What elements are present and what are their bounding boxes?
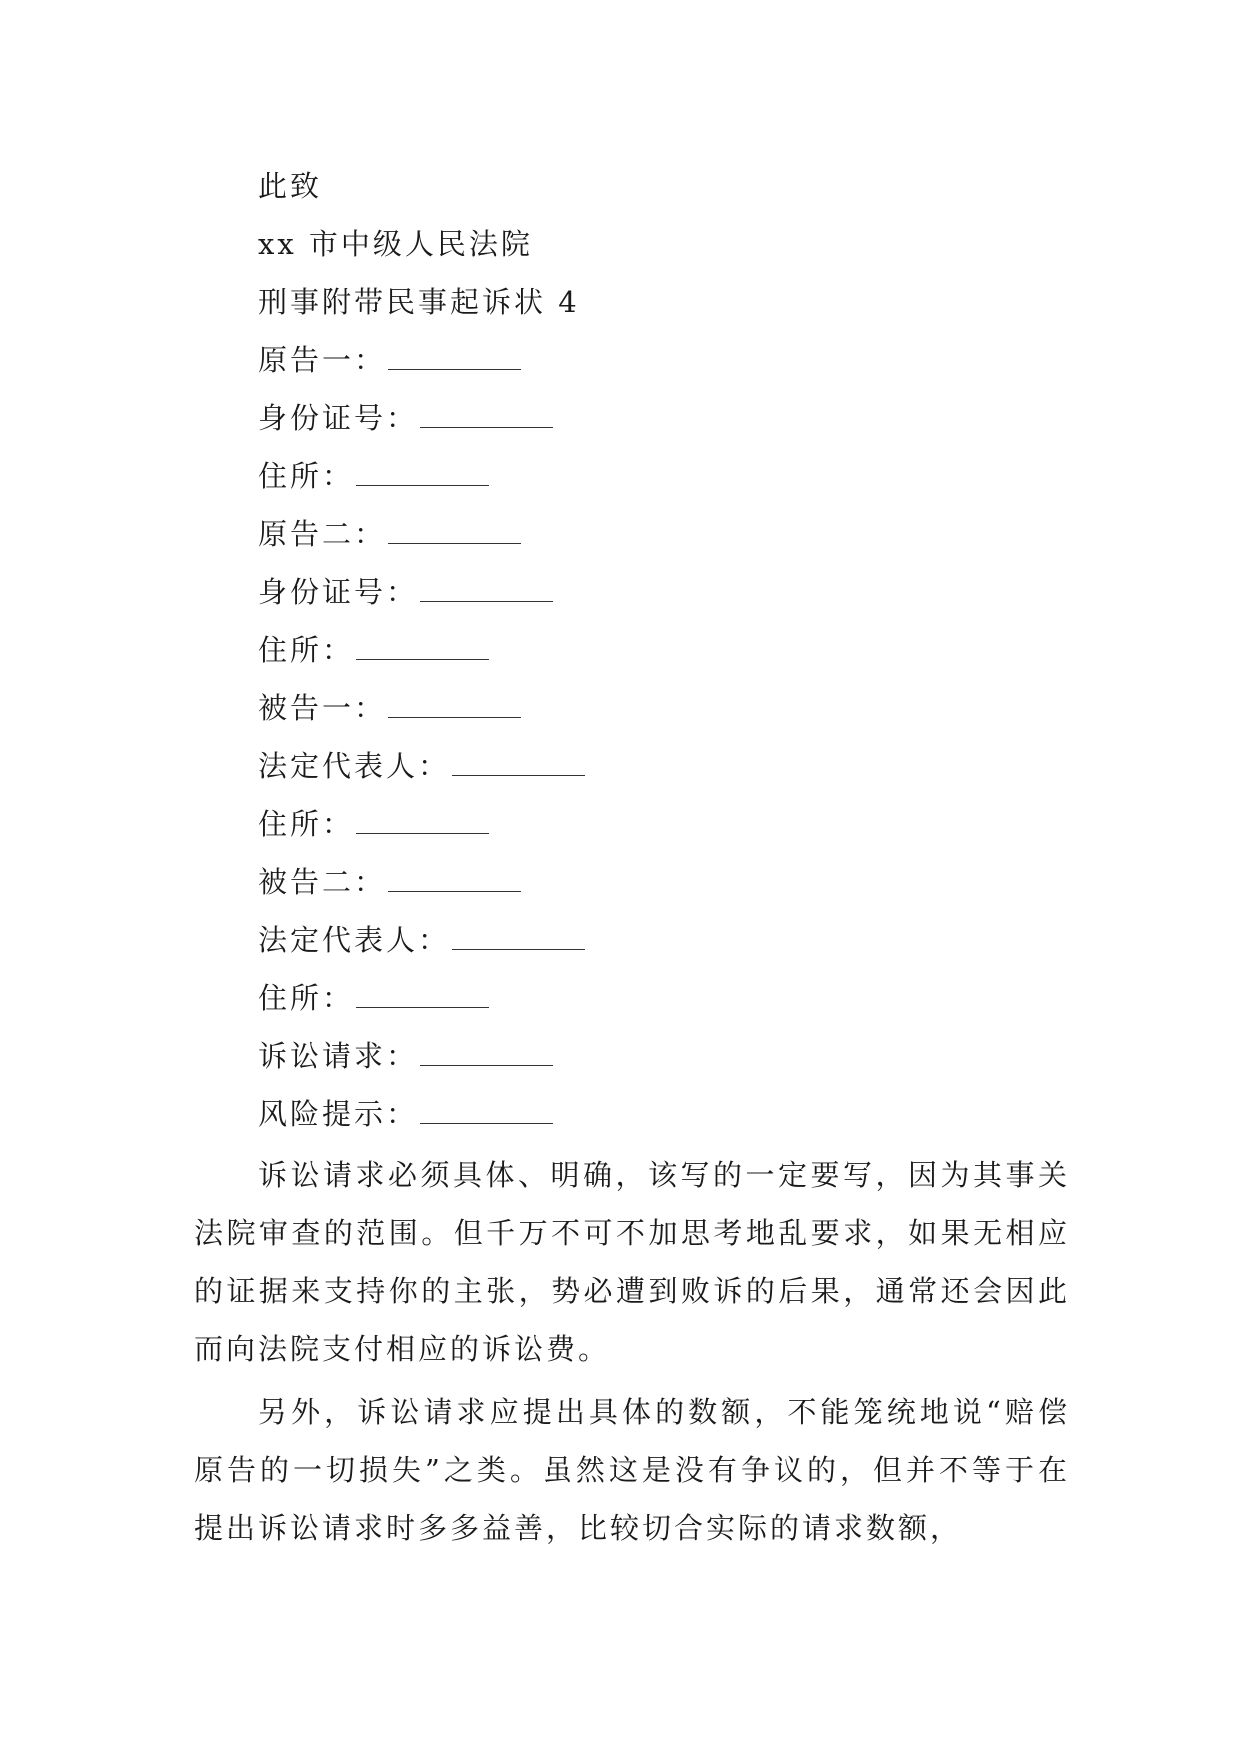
fill-blank bbox=[356, 639, 489, 660]
field-label: 法定代表人： bbox=[258, 749, 451, 783]
field-label: 原告二： bbox=[258, 517, 387, 551]
field-defendant-1 bbox=[258, 679, 1078, 737]
field-risk-notice bbox=[258, 1085, 1078, 1143]
fill-blank bbox=[420, 581, 553, 602]
field-label: 原告一： bbox=[258, 343, 387, 377]
field-label: 身份证号： bbox=[258, 401, 419, 435]
fill-blank bbox=[452, 929, 585, 950]
field-id-number-2 bbox=[258, 563, 1078, 621]
field-label: 被告一： bbox=[258, 691, 387, 725]
field-label: 风险提示： bbox=[258, 1097, 419, 1131]
salutation: 此致 bbox=[258, 169, 323, 203]
field-plaintiff-1 bbox=[258, 331, 1078, 389]
fill-blank bbox=[388, 523, 521, 544]
fill-blank bbox=[356, 813, 489, 834]
recipient-court: xx 市中级人民法院 bbox=[258, 227, 533, 261]
paragraph: 另外，诉讼请求应提出具体的数额，不能笼统地说“赔偿原告的一切损失”之类。虽然这是没有争议的，但并不等于在提出诉讼请求时多多益善，比较切合实际的请求数额， bbox=[194, 1395, 1070, 1545]
header-and-fields bbox=[258, 157, 1078, 1143]
field-address-4 bbox=[258, 969, 1078, 1027]
field-id-number-1 bbox=[258, 389, 1078, 447]
field-address-3 bbox=[258, 795, 1078, 853]
field-claims bbox=[258, 1027, 1078, 1085]
fill-blank bbox=[420, 1045, 553, 1066]
fill-blank bbox=[356, 465, 489, 486]
fill-blank bbox=[420, 407, 553, 428]
fill-blank bbox=[452, 755, 585, 776]
field-label: 住所： bbox=[258, 807, 355, 841]
fill-blank bbox=[388, 871, 521, 892]
field-defendant-2 bbox=[258, 853, 1078, 911]
body-text bbox=[194, 1146, 1070, 1562]
field-label: 身份证号： bbox=[258, 575, 419, 609]
field-legal-rep-2 bbox=[258, 911, 1078, 969]
field-label: 住所： bbox=[258, 633, 355, 667]
fill-blank bbox=[388, 697, 521, 718]
fill-blank bbox=[356, 987, 489, 1008]
field-label: 诉讼请求： bbox=[258, 1039, 419, 1073]
fill-blank bbox=[388, 349, 521, 370]
field-plaintiff-2 bbox=[258, 505, 1078, 563]
field-label: 被告二： bbox=[258, 865, 387, 899]
field-label: 法定代表人： bbox=[258, 923, 451, 957]
field-label: 住所： bbox=[258, 459, 355, 493]
fill-blank bbox=[420, 1103, 553, 1124]
document-title: 刑事附带民事起诉状 4 bbox=[258, 285, 580, 319]
field-address-2 bbox=[258, 621, 1078, 679]
field-label: 住所： bbox=[258, 981, 355, 1015]
paragraph: 诉讼请求必须具体、明确，该写的一定要写，因为其事关法院审查的范围。但千万不可不加思考地乱要求，如果无相应的证据来支持你的主张，势必遭到败诉的后果，通常还会因此而向法院支付相应的诉讼费。 bbox=[194, 1158, 1070, 1366]
field-legal-rep-1 bbox=[258, 737, 1078, 795]
field-address-1 bbox=[258, 447, 1078, 505]
